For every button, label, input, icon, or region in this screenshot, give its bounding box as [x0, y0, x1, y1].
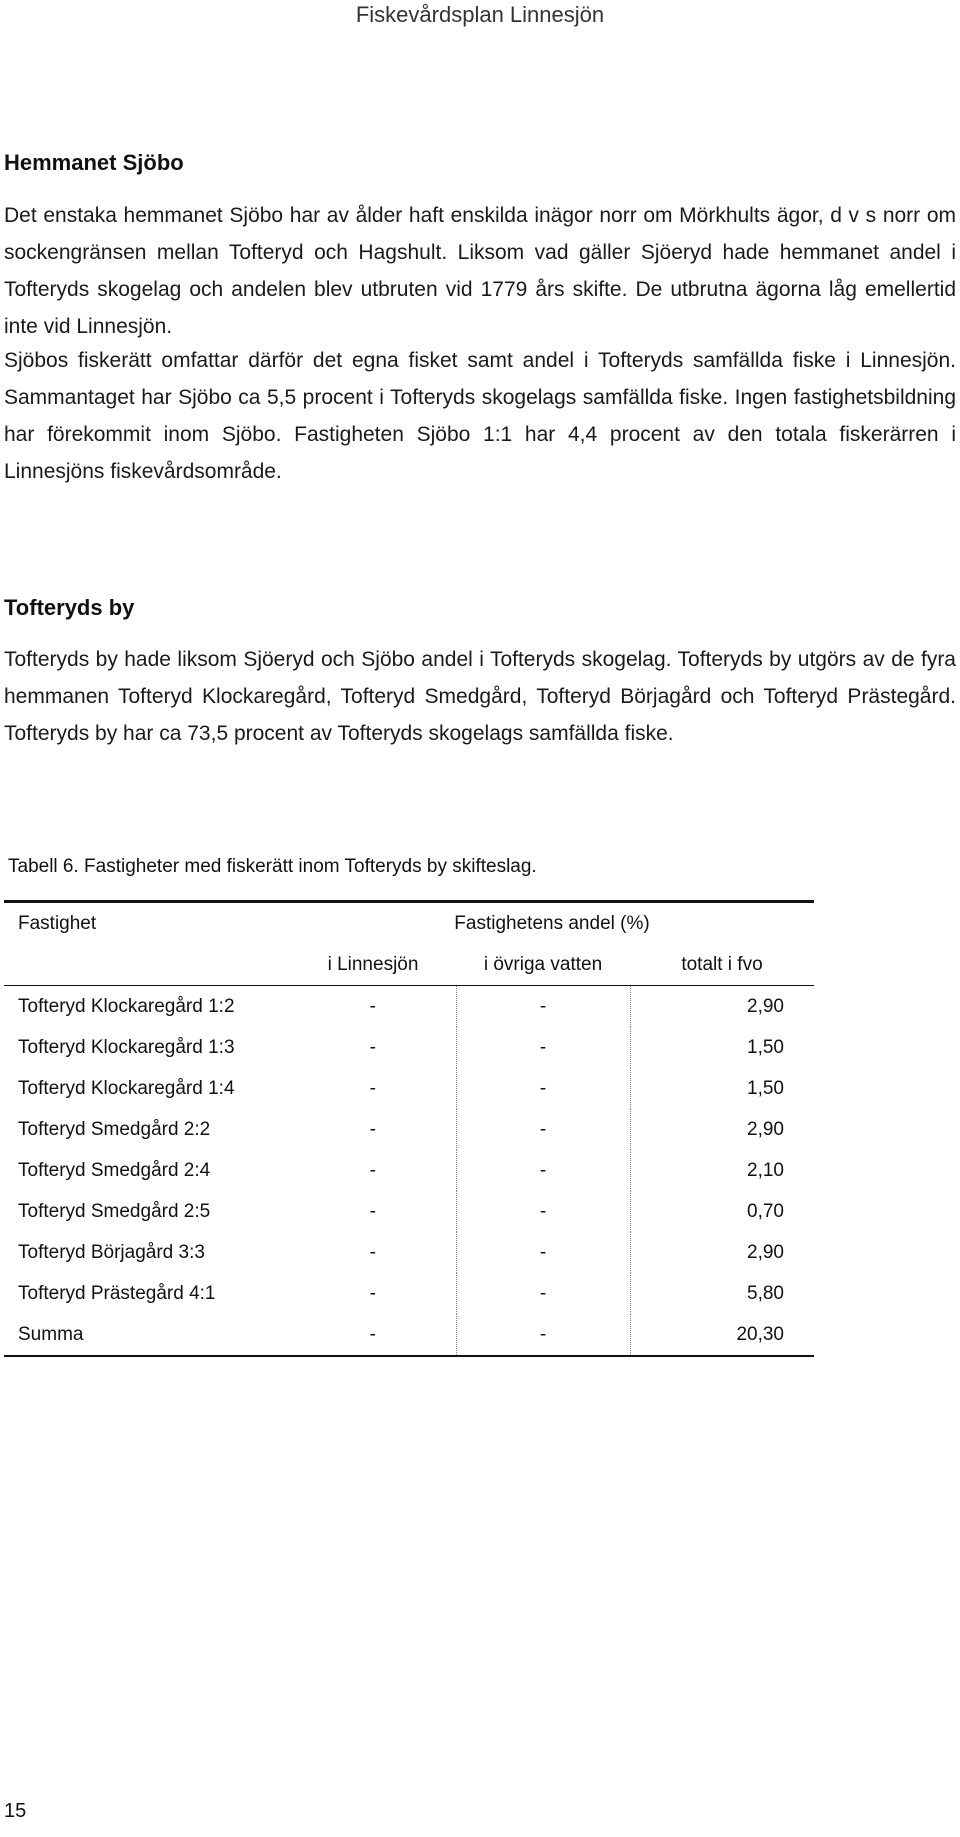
- table-row: [4, 1273, 814, 1314]
- subheader-empty-cell: [4, 944, 290, 986]
- cell-totalt: 2,90: [630, 1232, 814, 1273]
- cell-linnesjon: -: [369, 1159, 376, 1181]
- cell-ovriga-vatten: -: [456, 1314, 630, 1356]
- paragraph-sjobo-2: Sjöbos fiskerätt omfattar därför det egna fisket samt andel i Tofteryds samfällda fiske i Linnesjön. Sammantaget har Sjöbo ca 5,5 procent i Tofteryds skogelags samfällda fiske. Ingen fastighetsbildning har förekommit inom Sjöbo. Fastigheten Sjöbo 1:1 har 4,4 procent av den totala fiskerärren i Linnesjöns fiskevårdsområde.: [4, 349, 956, 483]
- table-row: [4, 1027, 814, 1068]
- cell-totalt: 2,10: [630, 1150, 814, 1191]
- cell-fastighet: Tofteryd Prästegård 4:1: [18, 1282, 216, 1304]
- table-header-row: [4, 902, 814, 945]
- cell-fastighet: Tofteryd Klockaregård 1:2: [18, 995, 235, 1017]
- cell-ovriga-vatten: -: [456, 1232, 630, 1273]
- cell-ovriga-vatten: -: [456, 1027, 630, 1068]
- cell-fastighet: Tofteryd Klockaregård 1:3: [18, 1036, 235, 1058]
- cell-ovriga-vatten: -: [456, 1068, 630, 1109]
- column-group-header: Fastighetens andel (%): [454, 912, 650, 934]
- cell-linnesjon: -: [369, 1241, 376, 1263]
- cell-linnesjon: -: [369, 1077, 376, 1099]
- cell-ovriga-vatten: -: [456, 1109, 630, 1150]
- cell-totalt: 2,90: [630, 986, 814, 1028]
- table-row: [4, 1232, 814, 1273]
- cell-totalt: 0,70: [630, 1191, 814, 1232]
- cell-fastighet: Tofteryd Smedgård 2:4: [18, 1159, 211, 1181]
- cell-ovriga-vatten: -: [456, 1150, 630, 1191]
- cell-fastighet: Summa: [18, 1323, 84, 1345]
- table-subheader-row: [4, 944, 814, 986]
- table-row: [4, 1109, 814, 1150]
- column-header-ovriga-vatten: i övriga vatten: [456, 944, 630, 986]
- cell-linnesjon: -: [369, 1323, 376, 1345]
- section-heading-sjobo: Hemmanet Sjöbo: [4, 150, 184, 175]
- paragraph-tofteryds-by: Tofteryds by hade liksom Sjöeryd och Sjöbo andel i Tofteryds skogelag. Tofteryds by utgörs av de fyra hemmanen Tofteryd Klockaregård, Tofteryd Smedgård, Tofteryd Börjagård och Tofteryd Prästegård. Tofteryds by har ca 73,5 procent av Tofteryds skogelags samfällda fiske.: [4, 648, 956, 745]
- cell-ovriga-vatten: -: [456, 986, 630, 1028]
- column-header-linnesjon: i Linnesjön: [290, 944, 456, 986]
- property-table: [4, 900, 814, 1357]
- cell-linnesjon: -: [369, 995, 376, 1017]
- cell-linnesjon: -: [369, 1036, 376, 1058]
- cell-fastighet: Tofteryd Börjagård 3:3: [18, 1241, 205, 1263]
- table-row: [4, 1191, 814, 1232]
- column-header-totalt: totalt i fvo: [630, 944, 814, 986]
- table-row: [4, 986, 814, 1028]
- cell-linnesjon: -: [369, 1200, 376, 1222]
- table-row: [4, 1068, 814, 1109]
- cell-totalt: 20,30: [630, 1314, 814, 1356]
- cell-totalt: 1,50: [630, 1068, 814, 1109]
- cell-ovriga-vatten: -: [456, 1273, 630, 1314]
- table-row: [4, 1150, 814, 1191]
- table-caption: Tabell 6. Fastigheter med fiskerätt inom Tofteryds by skifteslag.: [8, 856, 537, 877]
- column-header-fastighet: Fastighet: [18, 912, 97, 934]
- cell-ovriga-vatten: -: [456, 1191, 630, 1232]
- cell-fastighet: Tofteryd Klockaregård 1:4: [18, 1077, 235, 1099]
- table-row: [4, 1314, 814, 1356]
- section-heading-tofteryds-by: Tofteryds by: [4, 595, 135, 620]
- paragraph-sjobo-1: Det enstaka hemmanet Sjöbo har av ålder haft enskilda inägor norr om Mörkhults ägor, d v s norr om sockengränsen mellan Tofteryd och Hagshult. Liksom vad gäller Sjöeryd hade hemmanet andel i Tofteryds skogelag och andelen blev utbruten vid 1779 års skifte. De utbrutna ägorna låg emellertid inte vid Linnesjön.: [4, 204, 956, 338]
- cell-fastighet: Tofteryd Smedgård 2:5: [18, 1200, 211, 1222]
- running-header: Fiskevårdsplan Linnesjön: [355, 2, 605, 27]
- cell-totalt: 1,50: [630, 1027, 814, 1068]
- cell-linnesjon: -: [369, 1282, 376, 1304]
- cell-fastighet: Tofteryd Smedgård 2:2: [18, 1118, 211, 1140]
- cell-totalt: 2,90: [630, 1109, 814, 1150]
- page-number: 15: [4, 1800, 27, 1822]
- cell-linnesjon: -: [369, 1118, 376, 1140]
- cell-totalt: 5,80: [630, 1273, 814, 1314]
